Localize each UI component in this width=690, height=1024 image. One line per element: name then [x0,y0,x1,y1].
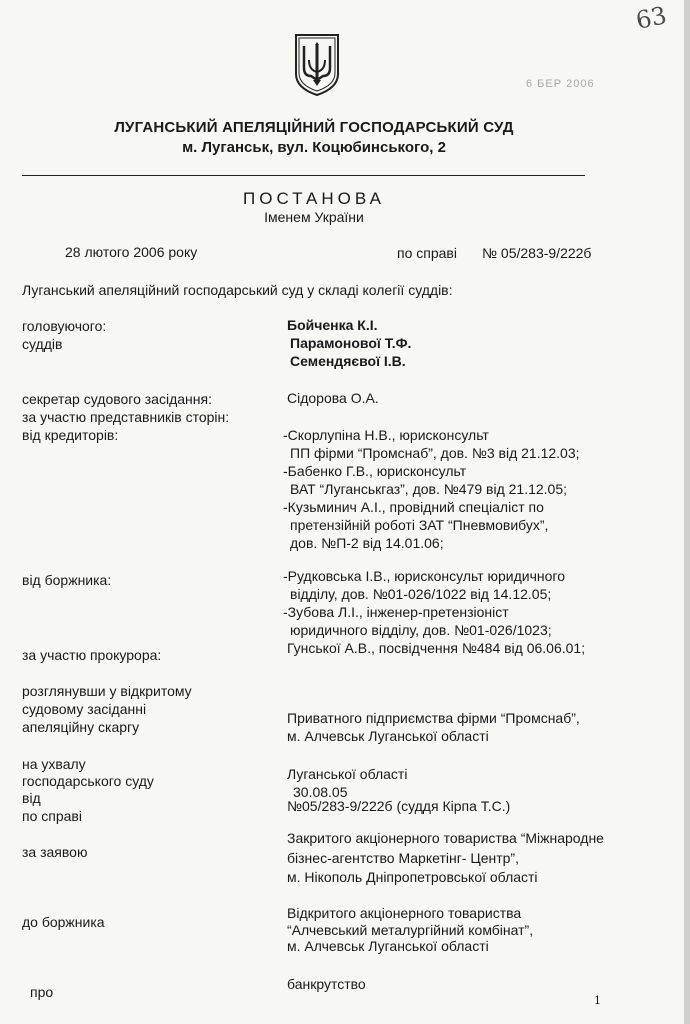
prosecutor-label: за участю прокурора: [22,647,162,663]
header-divider [22,175,585,176]
ruling-line: №05/283-9/222б (суддя Кірпа Т.С.) [287,798,511,814]
against-label: до боржника [22,914,105,930]
debtor-rep-line: -Зубова Л.І., інженер-претензіоніст [283,604,509,620]
case-label: по справі [397,245,457,261]
appellant-line: м. Алчевськ Луганської області [287,728,489,744]
debtor-rep-line: юридичного відділу, дов. №01-026/1023; [290,622,552,638]
document-title: ПОСТАНОВА [243,189,385,208]
court-address: м. Луганськ, вул. Коцюбинського, 2 [182,139,446,156]
debtor-line: Відкритого акціонерного товариства [287,905,522,921]
prosecutor-name: Гунської А.В., посвідчення №484 від 06.06.01; [287,640,586,656]
subject-value: банкрутство [287,976,366,992]
creditor-rep-line: ВАТ “Луганськгаз”, дов. №479 від 21.12.05; [290,481,568,497]
debtor-reps-label: від боржника: [22,572,112,588]
judge-name: Семендяєвої І.В. [290,353,406,369]
presiding-judge: Бойченка К.І. [287,317,378,333]
considered-label: розглянувши у відкритому [22,683,192,699]
considered-label: судовому засіданні [22,701,147,717]
ruling-line: Луганської області [287,766,408,782]
panel-intro: Луганський апеляційний господарський суд у складі колегії суддів: [22,282,453,298]
claim-label: за заявою [22,844,88,860]
debtor-rep-line: відділу, дов. №01-026/1022 від 14.12.05; [290,586,552,602]
claimant-line: м. Нікополь Дніпропетровської області [287,869,538,885]
judges-label: суддів [22,336,63,352]
creditor-rep-line: -Кузьминич А.І., провідний спеціаліст по [283,499,544,515]
creditor-rep-line: -Скорлупіна Н.В., юрисконсульт [283,427,489,443]
claimant-line: бізнес-агентство Маркетінг- Центр”, [287,850,519,866]
ruling-label: від [22,790,41,806]
case-number: № 05/283-9/222б [482,245,592,261]
appellant-line: Приватного підприємства фірми “Промснаб”, [287,710,580,726]
presiding-label: головуючого: [22,318,107,334]
creditor-rep-line: ПП фірми “Промснаб”, дов. №3 від 21.12.03; [290,445,580,461]
ruling-label: по справі [22,808,82,824]
considered-label: апеляційну скаргу [22,719,140,735]
page-number: 1 [594,994,601,1007]
debtor-line: “Алчевський металургійний комбінат”, [287,922,534,938]
handwritten-sheet-number: 63 [633,1,670,35]
ruling-line: 30.08.05 [293,784,348,800]
creditors-label: від кредиторів: [22,427,119,443]
claimant-line: Закритого акціонерного товариства “Міжнародне [287,830,604,846]
creditor-rep-line: претензійній роботі ЗАТ “Пневмовибух”, [290,517,549,533]
ruling-label: на ухвалу [22,756,86,772]
secretary-name: Сідорова О.А. [287,390,379,406]
page-edge [684,0,690,1024]
trident-coat-of-arms-icon [292,32,342,98]
secretary-label: секретар судового засідання: [22,391,212,407]
document-subtitle: Іменем України [264,209,364,225]
parties-label: за участю представників сторін: [22,409,230,425]
subject-label: про [30,984,54,1000]
court-name: ЛУГАНСЬКИЙ АПЕЛЯЦІЙНИЙ ГОСПОДАРСЬКИЙ СУД [114,119,514,136]
decision-date: 28 лютого 2006 року [65,244,198,260]
creditor-rep-line: -Бабенко Г.В., юрисконсульт [283,463,467,479]
ruling-label: господарського суду [22,773,154,789]
received-date-stamp: 6 БЕР 2006 [526,78,595,90]
judge-name: Парамонової Т.Ф. [290,335,412,351]
debtor-line: м. Алчевськ Луганської області [287,938,489,954]
debtor-rep-line: -Рудковська І.В., юрисконсульт юридичного [283,568,566,584]
creditor-rep-line: дов. №П-2 від 14.01.06; [290,535,444,551]
